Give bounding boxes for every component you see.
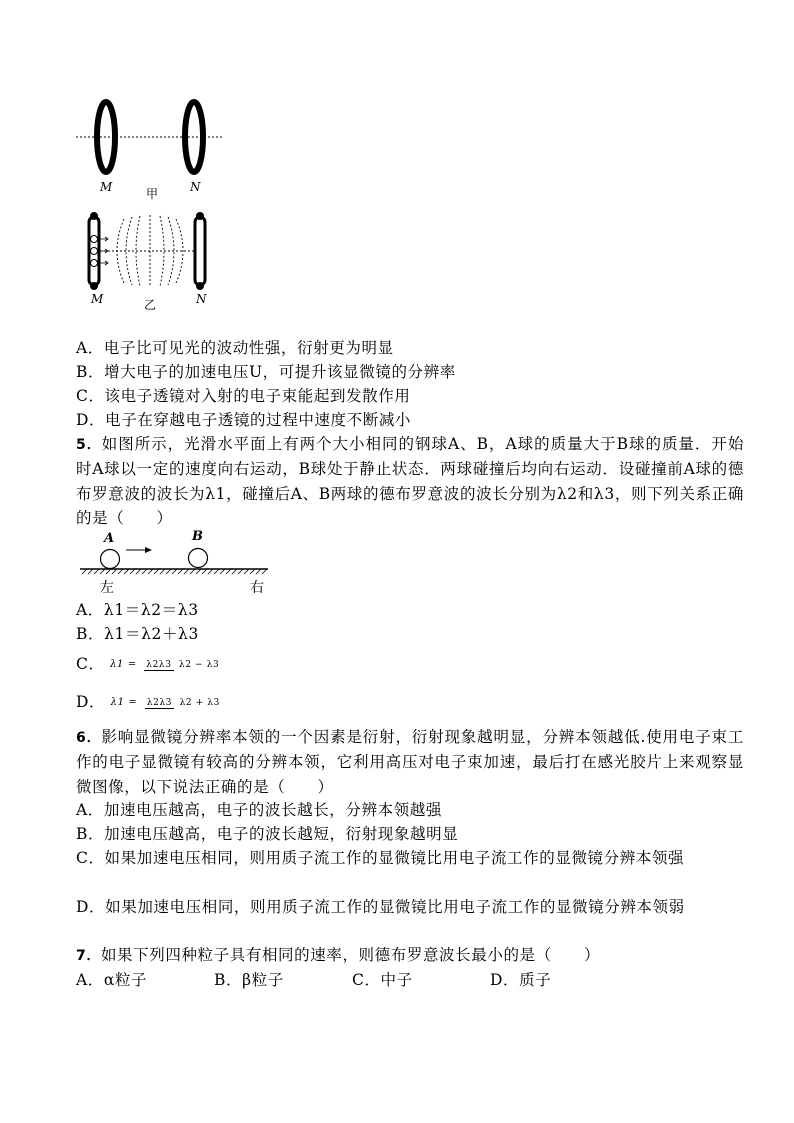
- fraction-numerator: λ2λ3: [146, 697, 173, 708]
- q5-figure: [78, 528, 278, 600]
- q7-option-b: B．β粒子: [214, 971, 284, 989]
- figure-jia: [70, 95, 230, 205]
- q6-option-d: D．如果加速电压相同，则用质子流工作的显微镜比用电子流工作的显微镜分辨本领弱: [76, 898, 685, 916]
- label-n: N: [196, 292, 207, 306]
- left-label: 左: [100, 580, 114, 596]
- equation-lhs: λ1 =: [110, 697, 138, 708]
- q4-option-a: A．电子比可见光的波动性强，衍射更为明显: [76, 339, 394, 357]
- ball-a: [101, 550, 120, 569]
- label-m: M: [100, 180, 113, 194]
- q4-option-c: C．该电子透镜对入射的电子束能起到发散作用: [76, 387, 411, 405]
- question-number: 6．: [76, 730, 102, 746]
- q5-stem: [76, 432, 744, 530]
- q7-option-d: D．质子: [490, 971, 552, 989]
- question-text: 如果下列四种粒子具有相同的速率，则德布罗意波长最小的是（ ）: [100, 946, 601, 964]
- label-n: N: [190, 180, 201, 194]
- option-prefix: C．: [76, 655, 105, 673]
- q6-option-b: B．加速电压越高，电子的波长越短，衍射现象越明显: [76, 825, 459, 843]
- fraction: [144, 660, 221, 671]
- q4-option-d: D．电子在穿越电子透镜的过程中速度不断减小: [76, 411, 412, 429]
- fraction-numerator: λ2λ3: [146, 659, 172, 670]
- q6-stem: [76, 725, 744, 799]
- q5-option-b: B．λ1＝λ2＋λ3: [76, 625, 199, 643]
- fraction-denominator: λ2 − λ3: [179, 659, 220, 670]
- ball-b-label: B: [192, 529, 203, 544]
- question-number: 7．: [76, 948, 101, 964]
- q4-option-b: B．增大电子的加速电压U，可提升该显微镜的分辨率: [76, 363, 456, 381]
- figure-yi: [80, 205, 220, 315]
- ball-b: [189, 549, 208, 568]
- q7-option-a: A．α粒子: [76, 971, 148, 989]
- equation-lhs: λ1 =: [110, 659, 137, 670]
- caption-yi: 乙: [144, 298, 157, 312]
- caption-jia: 甲: [146, 187, 159, 201]
- q5-option-c: [76, 652, 221, 677]
- fraction-denominator: λ2 + λ3: [179, 697, 220, 708]
- question-text: 影响显微镜分辨率本领的一个因素是衍射，衍射现象越明显，分辨本领越低.使用电子束工作的电子显微镜有较高的分辨本领，它利用高压对电子束加速，最后打在感光胶片上来观察显微图像，以下说法正确的是（ ）: [76, 728, 744, 796]
- question-number: 5．: [76, 437, 102, 453]
- q7-stem: [76, 943, 600, 968]
- plate-n: [195, 217, 205, 285]
- q5-option-a: A．λ1＝λ2＝λ3: [76, 601, 199, 619]
- q5-option-d: [76, 690, 222, 715]
- question-text: 如图所示，光滑水平面上有两个大小相同的钢球A、B，A球的质量大于B球的质量．开始时A球以一定的速度向右运动，B球处于静止状态．两球碰撞后均向右运动．设碰撞前A球的德布罗意波的波长为λ1，碰撞后A、B两球的德布罗意波的波长分别为λ2和λ3，则下列关系正确的是（ ）: [76, 435, 744, 527]
- q7-option-c: C．中子: [352, 971, 413, 989]
- q6-option-a: A．加速电压越高，电子的波长越长，分辨本领越强: [76, 801, 442, 819]
- label-m: M: [91, 292, 104, 306]
- fraction: [145, 698, 222, 709]
- option-prefix: D．: [76, 693, 106, 711]
- q6-option-c: C．如果加速电压相同，则用质子流工作的显微镜比用电子流工作的显微镜分辨本领强: [76, 849, 685, 867]
- right-label: 右: [250, 580, 264, 596]
- ball-a-label: A: [104, 531, 115, 546]
